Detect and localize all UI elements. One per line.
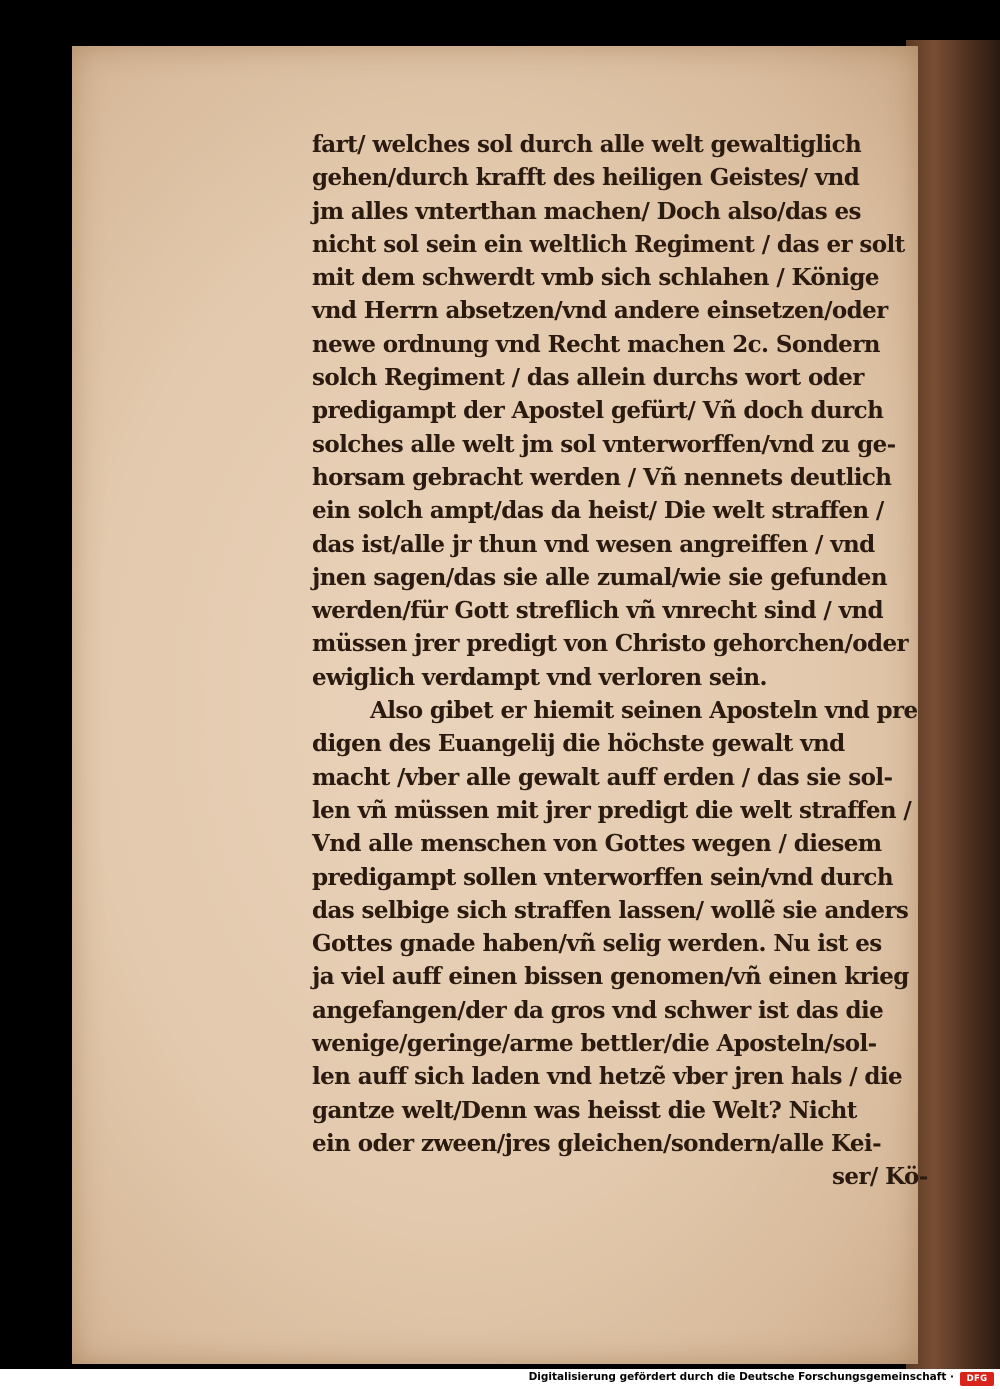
text-line: Gottes gnade haben/vñ selig werden. Nu ist es [312,930,882,958]
dfg-logo-icon[interactable] [960,1372,994,1386]
funding-notice: Digitalisierung gefördert durch die Deutsche Forschungsgemeinschaft · [528,1371,954,1383]
text-line: horsam gebracht werden / Vñ nennets deutlich [312,463,892,491]
text-line: gantze welt/Denn was heisst die Welt? Nicht [312,1096,857,1124]
text-line: jnen sagen/das sie alle zumal/wie sie gefunden [312,563,887,591]
text-line: angefangen/der da gros vnd schwer ist das die [312,996,884,1024]
text-line: len auff sich laden vnd hetzẽ vber jren hals / die [312,1063,903,1091]
text-line: solches alle welt jm sol vnterworffen/vnd zu ge- [312,430,896,458]
text-line: werden/für Gott streflich vñ vnrecht sind / vnd [312,597,883,625]
text-line: ein oder zween/jres gleichen/sondern/alle Kei- [312,1129,882,1157]
text-line: len vñ müssen mit jrer predigt die welt straffen / [312,796,912,824]
text-line: fart/ welches sol durch alle welt gewaltiglich [312,131,862,158]
text-line: newe ordnung vnd Recht machen 2c. Sondern [312,330,880,358]
footer-bar [0,1369,1000,1389]
text-line: wenige/geringe/arme bettler/die Aposteln/sol- [312,1030,877,1058]
text-line: das selbige sich straffen lassen/ wollẽ sie anders [312,896,909,924]
text-line: ja viel auff einen bissen genomen/vñ einen krieg [312,963,909,991]
text-line: predigampt sollen vnterworffen sein/vnd durch [312,863,893,891]
text-block [312,128,952,1194]
text-line: ein solch ampt/das da heist/ Die welt straffen / [312,497,884,525]
text-line: nicht sol sein ein weltlich Regiment / das er solt [312,230,905,258]
catchword: ser/ Kö- [832,1163,928,1191]
text-line: das ist/alle jr thun vnd wesen angreiffen / vnd [312,530,875,558]
text-line: vnd Herrn absetzen/vnd andere einsetzen/oder [312,297,888,325]
text-line: ewiglich verdampt vnd verloren sein. [312,663,767,691]
text-line: jm alles vnterthan machen/ Doch also/das es [312,197,861,225]
text-line: solch Regiment / das allein durchs wort oder [312,364,864,392]
text-line: predigampt der Apostel gefürt/ Vñ doch durch [312,397,884,425]
text-line: mit dem schwerdt vmb sich schlahen / Könige [312,264,879,292]
text-line: Vnd alle menschen von Gottes wegen / diesem [312,830,882,858]
text-line: gehen/durch krafft des heiligen Geistes/ vnd [312,164,860,192]
text-line: macht /vber alle gewalt auff erden / das sie sol- [312,763,893,791]
text-line: digen des Euangelij die höchste gewalt vnd [312,730,845,758]
dfg-logo-letters: DFG [966,1374,988,1384]
text-line: müssen jrer predigt von Christo gehorchen/oder [312,630,909,658]
paragraph-start-line: Also gibet er hiemit seinen Aposteln vnd pre [370,697,918,725]
